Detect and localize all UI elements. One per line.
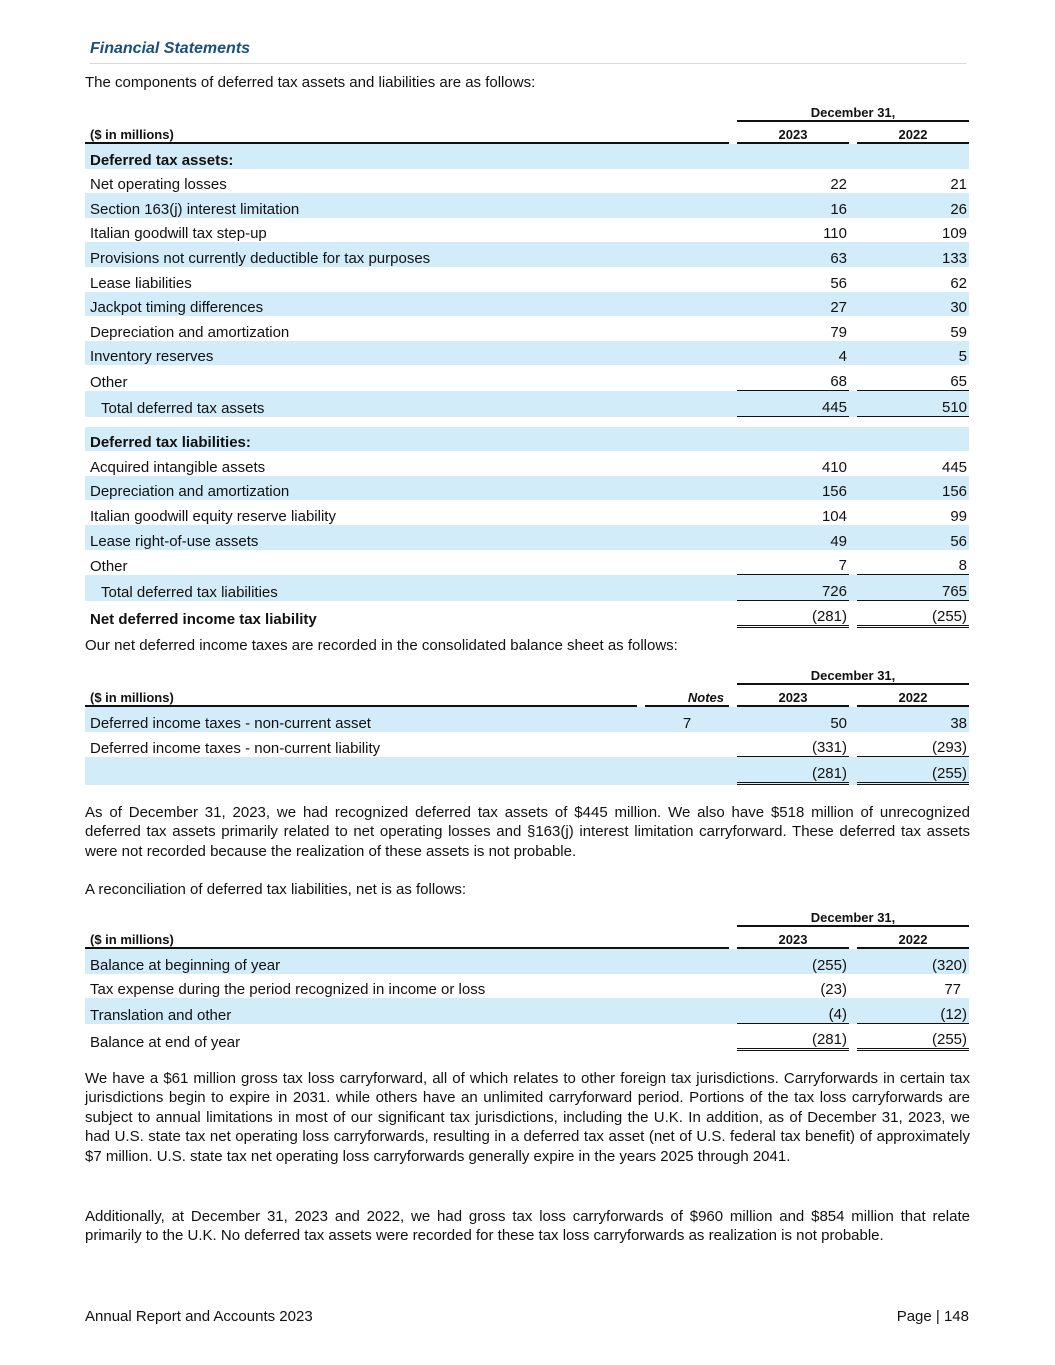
- table-row: [85, 550, 969, 576]
- period-header: December 31,: [737, 98, 969, 122]
- cell-2022: (255): [857, 1024, 969, 1052]
- cell-2022: (293): [857, 732, 969, 758]
- note-ref: [645, 732, 729, 758]
- cell-2022: (255): [857, 757, 969, 785]
- cell-2023: (255): [737, 949, 849, 974]
- cell-2023: 79: [830, 323, 847, 341]
- recognized-assets-paragraph: As of December 31, 2023, we had recognized deferred tax assets of $445 million. We also have $518 million of unrecognized deferred tax assets primarily related to net operating losses and §163(j) interest limitation carryforward. These deferred tax assets were not recorded because the realization of these assets is not probable.: [85, 804, 970, 860]
- section-heading: Deferred tax assets:: [85, 144, 729, 169]
- total-row: [85, 391, 969, 417]
- table-header-row: [85, 685, 969, 707]
- table-row: [85, 500, 969, 525]
- row-label: Inventory reserves: [85, 341, 729, 366]
- period-header: December 31,: [737, 903, 969, 927]
- cell-2023: 50: [737, 707, 849, 732]
- cell-2023: (281): [737, 601, 849, 629]
- table-row: [85, 316, 969, 341]
- table-row: [85, 732, 969, 758]
- cell-2022: (255): [857, 601, 969, 629]
- row-label: Total deferred tax liabilities: [85, 575, 729, 601]
- table-row: [85, 525, 969, 550]
- notes-header: Notes: [645, 685, 729, 707]
- row-label: Translation and other: [85, 998, 729, 1024]
- cell-2022: 156: [857, 476, 969, 501]
- table-row: [85, 169, 969, 194]
- table-row: [85, 292, 969, 317]
- table-row: [85, 427, 969, 452]
- cell-2022: 77: [944, 981, 962, 999]
- cell-2023: (331): [737, 732, 849, 758]
- total-row: [85, 1024, 969, 1052]
- table-row: [85, 193, 969, 218]
- row-label: Tax expense during the period recognized in income or loss: [90, 981, 486, 999]
- cell-2022: 21: [950, 176, 968, 194]
- table-row: [85, 949, 969, 974]
- table-row: [85, 476, 969, 501]
- cell-2022: 510: [857, 391, 969, 417]
- row-label: Deferred income taxes - non-current liability: [90, 740, 381, 758]
- cell-2022: 59: [950, 323, 968, 341]
- cell-2023: (4): [737, 998, 849, 1024]
- cell-2022: 133: [857, 242, 969, 267]
- table-header-row: [85, 98, 969, 122]
- table-row: [85, 451, 969, 476]
- net-total-row: [85, 601, 969, 629]
- cell-2023: 63: [737, 242, 849, 267]
- cell-2023: (281): [737, 1024, 849, 1052]
- cell-2023: 22: [830, 176, 847, 194]
- section-heading: Deferred tax liabilities:: [85, 427, 729, 452]
- row-label: Deferred income taxes - non-current asset: [85, 707, 637, 732]
- balance-sheet-intro: Our net deferred income taxes are recorded in the consolidated balance sheet as follows:: [85, 637, 678, 654]
- cell-2022: (320): [857, 949, 969, 974]
- table-row: [85, 707, 969, 732]
- row-label: Italian goodwill equity reserve liability: [90, 507, 336, 525]
- year-header: 2023: [737, 685, 849, 707]
- cell-2022: 99: [950, 507, 968, 525]
- row-label: Net deferred income tax liability: [90, 611, 317, 629]
- cell-2022: 445: [941, 458, 968, 476]
- table-row: [85, 365, 969, 391]
- cell-2022: 38: [857, 707, 969, 732]
- units-label: ($ in millions): [85, 122, 729, 144]
- row-label: Other: [90, 373, 128, 391]
- year-header: 2023: [737, 122, 849, 144]
- row-label: Provisions not currently deductible for tax purposes: [85, 242, 729, 267]
- row-label: Total deferred tax assets: [85, 391, 729, 417]
- cell-2023: (23): [820, 981, 847, 999]
- cell-2023: 7: [737, 550, 849, 576]
- cell-2022: (12): [857, 998, 969, 1024]
- table-header-row: [85, 122, 969, 144]
- row-label: Balance at beginning of year: [85, 949, 729, 974]
- row-label: Balance at end of year: [90, 1034, 241, 1052]
- row-label: Lease right-of-use assets: [85, 525, 729, 550]
- table-row: [85, 144, 969, 169]
- section-title: Financial Statements: [90, 40, 966, 64]
- row-label: Jackpot timing differences: [85, 292, 729, 317]
- cell-2022: 109: [941, 225, 968, 243]
- period-header: December 31,: [737, 661, 969, 685]
- table-row: [85, 974, 969, 999]
- row-label: Italian goodwill tax step-up: [90, 225, 267, 243]
- cell-2023: 27: [737, 292, 849, 317]
- table-row: [85, 218, 969, 243]
- cell-2023: 49: [737, 525, 849, 550]
- units-label: ($ in millions): [85, 927, 729, 949]
- year-header: 2022: [857, 685, 969, 707]
- table-row: [85, 242, 969, 267]
- footer-report-title: Annual Report and Accounts 2023: [85, 1308, 313, 1325]
- cell-2022: 5: [857, 341, 969, 366]
- year-header: 2023: [737, 927, 849, 949]
- deferred-components-intro: The components of deferred tax assets and liabilities are as follows:: [85, 74, 536, 91]
- cell-2022: 765: [857, 575, 969, 601]
- cell-2023: 110: [823, 225, 847, 243]
- table-header-row: [85, 661, 969, 685]
- year-header: 2022: [857, 927, 969, 949]
- uk-carryforward-paragraph: Additionally, at December 31, 2023 and 2022, we had gross tax loss carryforwards of $960 million and $854 million that relate primarily to the U.K. No deferred tax assets were recorded for these tax loss carryforwards as realization is not probable.: [85, 1208, 970, 1245]
- cell-2023: 68: [737, 365, 849, 391]
- table-header-row: [85, 927, 969, 949]
- row-label: Net operating losses: [90, 176, 227, 194]
- cell-2023: 104: [821, 507, 847, 525]
- row-label: Depreciation and amortization: [90, 323, 290, 341]
- cell-2023: 726: [737, 575, 849, 601]
- row-label: Other: [90, 558, 128, 576]
- row-label: Section 163(j) interest limitation: [85, 193, 729, 218]
- cell-2023: (281): [737, 757, 849, 785]
- total-row: [85, 757, 969, 785]
- reconciliation-table: [85, 903, 969, 1051]
- deferred-components-table: [85, 98, 969, 628]
- cell-2022: 62: [950, 274, 968, 292]
- balance-sheet-table: [85, 661, 969, 785]
- footer-page-number: Page | 148: [896, 1308, 969, 1325]
- row-label: Depreciation and amortization: [85, 476, 729, 501]
- cell-2022: 56: [857, 525, 969, 550]
- row-label: Acquired intangible assets: [90, 458, 266, 476]
- year-header: 2022: [857, 122, 969, 144]
- cell-2022: 30: [857, 292, 969, 317]
- table-header-row: [85, 903, 969, 927]
- units-label: ($ in millions): [85, 685, 637, 707]
- cell-2023: 4: [737, 341, 849, 366]
- cell-2023: 445: [737, 391, 849, 417]
- row-label: Lease liabilities: [90, 274, 192, 292]
- table-row: [85, 267, 969, 292]
- table-row: [85, 341, 969, 366]
- cell-2022: 8: [857, 550, 969, 576]
- note-ref: 7: [645, 707, 729, 732]
- table-row: [85, 998, 969, 1024]
- carryforward-paragraph: We have a $61 million gross tax loss carryforward, all of which relates to other foreign tax jurisdictions. Carryforwards in certain tax jurisdictions begin to expire in 2031. while others have an unlimited carryforward period. Portions of the tax loss carryforwards are subject to annual limitations in most of our significant tax jurisdictions, including the U.K. In addition, as of December 31, 2023, we had U.S. state tax net operating loss carryforwards, resulting in a deferred tax asset (net of U.S. federal tax benefit) of approximately $7 million. U.S. state tax net operating loss carryforwards generally expire in the years 2025 through 2041.: [85, 1070, 970, 1165]
- cell-2022: 26: [857, 193, 969, 218]
- cell-2022: 65: [857, 365, 969, 391]
- total-row: [85, 575, 969, 601]
- cell-2023: 56: [830, 274, 847, 292]
- cell-2023: 156: [737, 476, 849, 501]
- cell-2023: 410: [821, 458, 847, 476]
- cell-2023: 16: [737, 193, 849, 218]
- reconciliation-intro: A reconciliation of deferred tax liabilities, net is as follows:: [85, 881, 467, 898]
